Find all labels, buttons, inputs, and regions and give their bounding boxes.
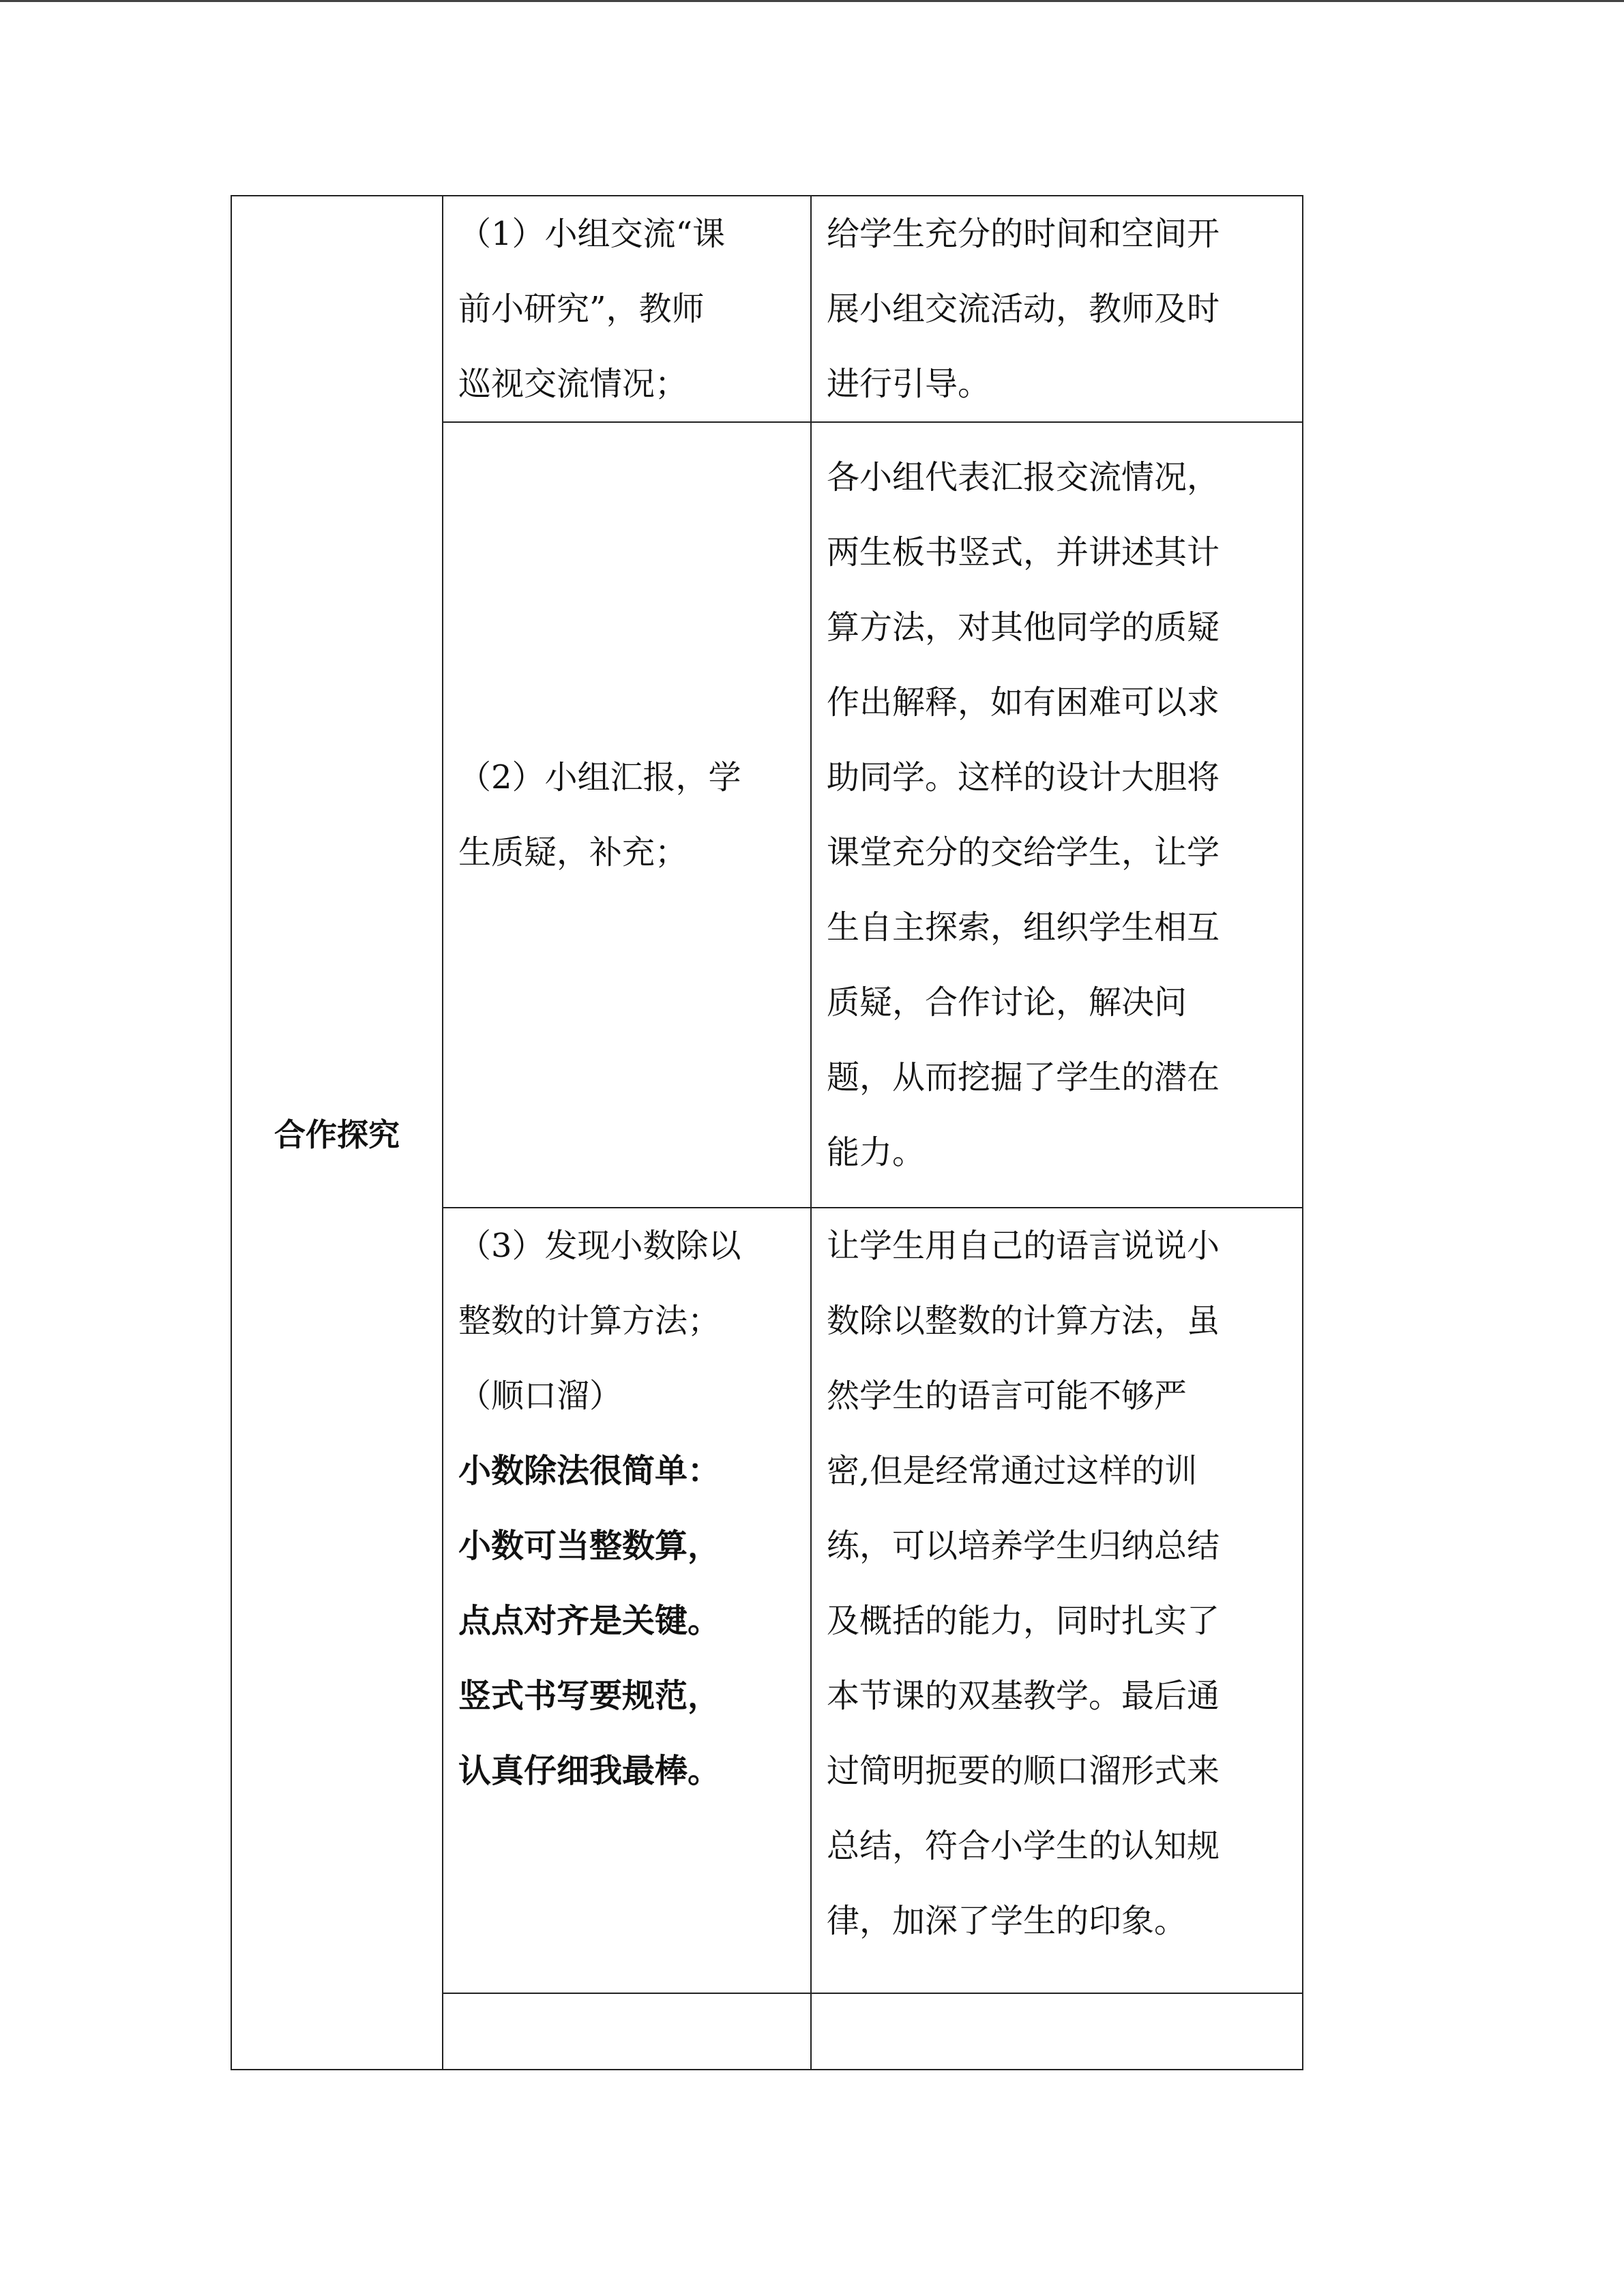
step-cell (443, 422, 811, 1208)
phase-cell (231, 196, 443, 2070)
step-text: （2）小组汇报，学 生质疑，补充； (458, 758, 741, 871)
note-text: 给学生充分的时间和空间开 展小组交流活动，教师及时 进行引导。 (827, 215, 1220, 403)
note-text: 各小组代表汇报交流情况， 两生板书竖式，并讲述其计 算方法，对其他同学的质疑 作出解释，如有困难可以求 助同学。这样的设计大胆将 课堂充分的交给学生，让学 生自主探索，组织学生相互 质疑，合作讨论，解决问 题，从而挖掘了学生的潜在 能力。 (827, 458, 1220, 1172)
lesson-plan-table (231, 195, 1303, 2070)
page-top-border (0, 0, 1624, 2)
note-cell (811, 1993, 1303, 2070)
phase-label: 合作探究 (274, 1116, 400, 1153)
rhyme-text: 小数除法很简单： 小数可当整数算， 点点对齐是关键。 竖式书写要规范， 认真仔细我最棒。 (458, 1452, 721, 1790)
note-text: 让学生用自己的语言说说小 数除以整数的计算方法，虽 然学生的语言可能不够严 密,但是经常通过这样的训 练，可以培养学生归纳总结 及概括的能力，同时扎实了 本节课的双基教学。最后通 过简明扼要的顺口溜形式来 总结，符合小学生的认知规 律，加深了学生的印象。 (827, 1227, 1220, 1940)
note-cell (811, 422, 1303, 1208)
note-cell (811, 196, 1303, 422)
step-text: （3）发现小数除以 整数的计算方法； （顺口溜） (458, 1227, 741, 1415)
step-cell (443, 1208, 811, 1993)
step-cell (443, 1993, 811, 2070)
table-row (231, 196, 1303, 422)
step-cell (443, 196, 811, 422)
step-text: （1）小组交流“课 前小研究”，教师 巡视交流情况； (458, 215, 726, 403)
note-cell (811, 1208, 1303, 1993)
